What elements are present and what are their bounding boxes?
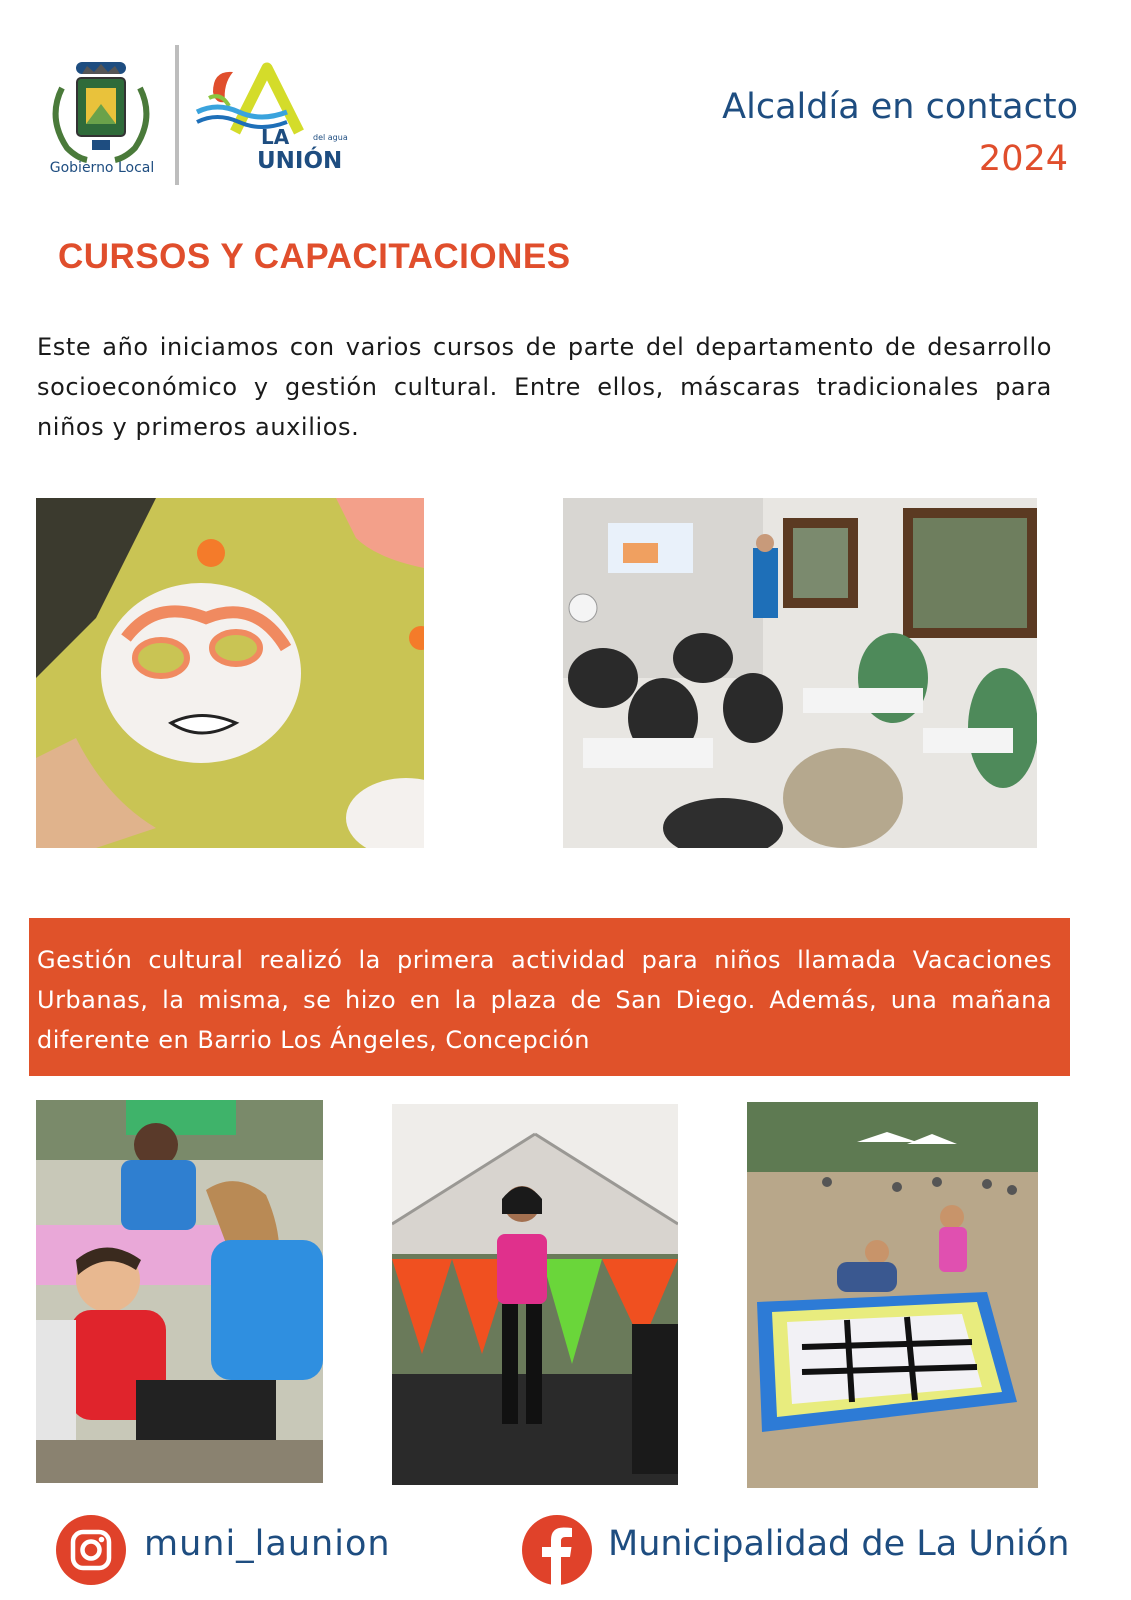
la-union-logo <box>195 62 355 172</box>
brand-small: del agua <box>313 133 348 142</box>
brand-bottom: UNIÓN <box>257 148 343 172</box>
section-title: CURSOS Y CAPACITACIONES <box>58 237 571 276</box>
header-year: 2024 <box>978 139 1068 179</box>
brand-top: LA <box>261 125 290 149</box>
instagram-icon[interactable] <box>56 1515 126 1585</box>
banner-text: Gestión cultural realizó la primera actividad para niños llamada Vacaciones Urbanas, la misma, se hizo en la plaza de San Diego. Además, una mañana diferente en Barrio Los Ángeles, Concepción <box>37 946 1052 1054</box>
photo-mask-painting <box>36 498 424 848</box>
facebook-page-name[interactable]: Municipalidad de La Unión <box>608 1524 1070 1564</box>
intro-paragraph: Este año iniciamos con varios cursos de parte del departamento de desarrollo socioeconómico y gestión cultural. Entre ellos, máscaras tradicionales para niños y primeros auxilios. <box>37 333 1052 441</box>
instagram-handle[interactable]: muni_launion <box>144 1524 391 1564</box>
photo-tic-tac-toe <box>747 1102 1038 1488</box>
photo-dance-stage <box>392 1104 678 1485</box>
photo-classroom <box>563 498 1037 848</box>
header-title: Alcaldía en contacto <box>722 87 1078 127</box>
header-divider <box>175 45 179 185</box>
crest-caption: Gobierno Local <box>49 160 155 176</box>
photo-face-painting <box>36 1100 323 1483</box>
facebook-icon[interactable] <box>522 1515 592 1585</box>
